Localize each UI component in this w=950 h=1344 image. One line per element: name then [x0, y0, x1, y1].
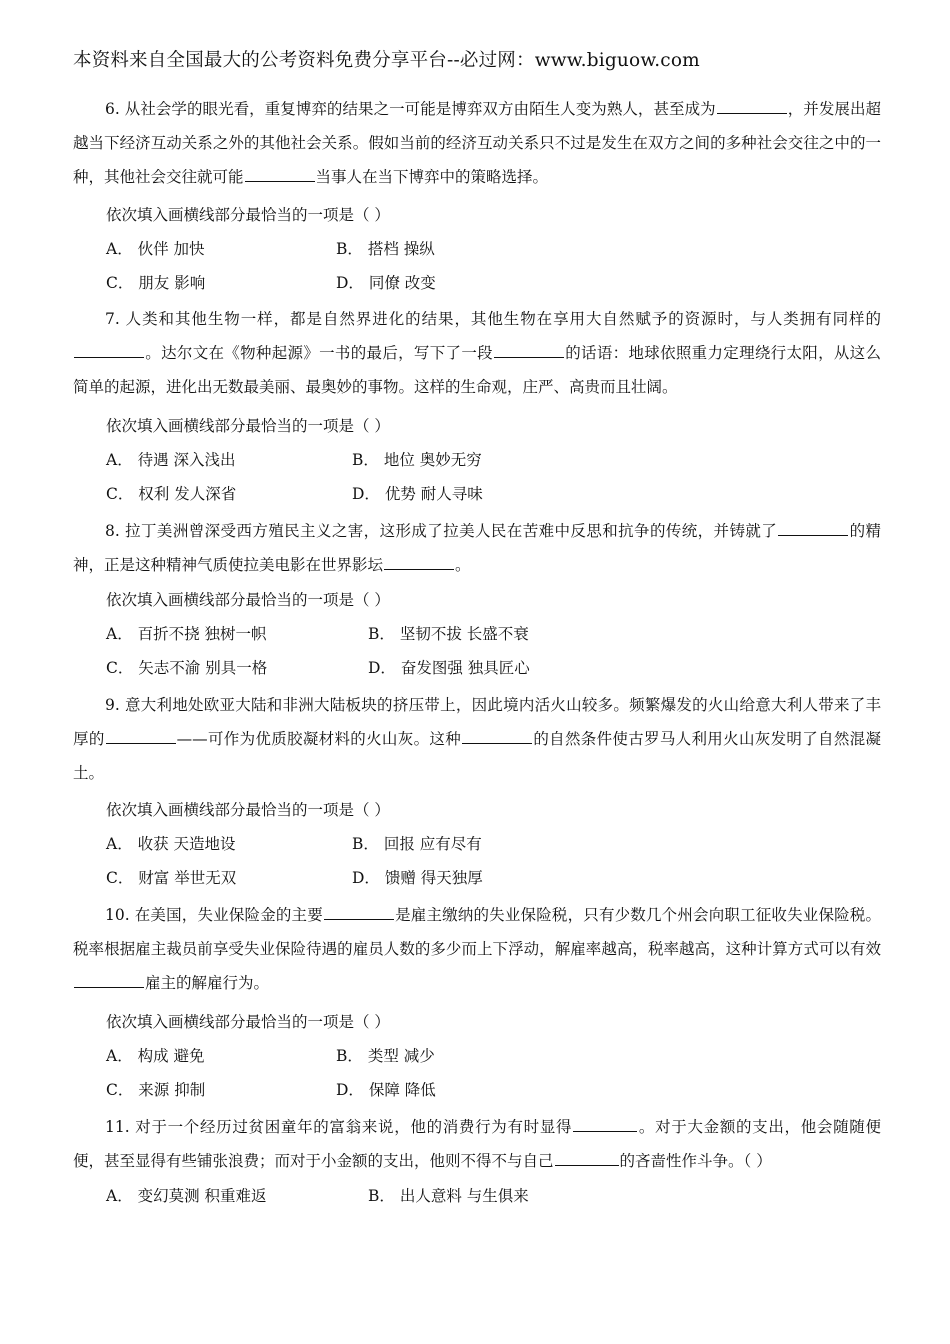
fill-blank	[324, 905, 394, 920]
fill-blank	[74, 343, 144, 358]
q8-option-d: D． 奋发图强 独具匠心	[368, 659, 530, 677]
q11-option-b: B． 出人意料 与生俱来	[368, 1187, 529, 1205]
question-9-prompt: 依次填入画横线部分最恰当的一项是（ ）	[106, 801, 390, 819]
q10-option-c: C． 来源 抑制	[106, 1081, 206, 1099]
question-11-text: 11. 对于一个经历过贫困童年的富翁来说，他的消费行为有时显得 。对于大金额的支出，他会随随便便，甚至显得有些铺张浪费；而对于小金额的支出，他则不得不与自己 的吝啬性作斗争。（ ）	[73, 1118, 881, 1170]
question-8-text: 8. 拉丁美洲曾深受西方殖民主义之害，这形成了拉美人民在苦难中反思和抗争的传统，并铸就了 的精神，正是这种精神气质使拉美电影在世界影坛 。	[73, 522, 881, 574]
q10-option-a: A． 构成 避免	[106, 1047, 205, 1065]
q6-option-a: A． 伙伴 加快	[106, 240, 205, 258]
fill-blank	[778, 521, 848, 536]
fill-blank	[555, 1151, 619, 1166]
q8-option-b: B． 坚韧不拔 长盛不衰	[368, 625, 529, 643]
fill-blank	[494, 343, 564, 358]
question-7-text: 7. 人类和其他生物一样，都是自然界进化的结果，其他生物在享用大自然赋予的资源时，与人类拥有同样的。达尔文在《物种起源》一书的最后，写下了一段 的话语：地球依照重力定理绕行太阳，从这么简单的起源，进化出无数最美丽、最奥妙的事物。这样的生命观，庄严、高贵而且壮阔。	[73, 310, 881, 396]
q6-option-b: B． 搭档 操纵	[336, 240, 435, 258]
fill-blank	[384, 555, 454, 570]
q7-option-c: C． 权利 发人深省	[106, 485, 237, 503]
q8-option-c: C． 矢志不渝 别具一格	[106, 659, 268, 677]
fill-blank	[717, 99, 787, 114]
q9-option-c: C． 财富 举世无双	[106, 869, 237, 887]
question-7-prompt: 依次填入画横线部分最恰当的一项是（ ）	[106, 417, 390, 435]
q10-option-d: D． 保障 降低	[336, 1081, 436, 1099]
q6-option-c: C． 朋友 影响	[106, 274, 206, 292]
q7-option-b: B． 地位 奥妙无穷	[352, 451, 482, 469]
q11-option-a: A． 变幻莫测 积重难返	[106, 1187, 267, 1205]
q7-option-d: D． 优势 耐人寻味	[352, 485, 483, 503]
question-9-text: 9. 意大利地处欧亚大陆和非洲大陆板块的挤压带上，因此境内活火山较多。频繁爆发的火山给意大利人带来了丰厚的 ——可作为优质胶凝材料的火山灰。这种 的自然条件使古罗马人利用火山灰发明了自然混凝土。	[73, 696, 881, 782]
q7-option-a: A． 待遇 深入浅出	[106, 451, 236, 469]
fill-blank	[74, 973, 144, 988]
fill-blank	[106, 729, 176, 744]
q10-option-b: B． 类型 减少	[336, 1047, 435, 1065]
fill-blank	[245, 167, 315, 182]
fill-blank	[462, 729, 532, 744]
q8-option-a: A． 百折不挠 独树一帜	[106, 625, 267, 643]
question-6-text: 6. 从社会学的眼光看，重复博弈的结果之一可能是博弈双方由陌生人变为熟人，甚至成为 ，并发展出超越当下经济互动关系之外的其他社会关系。假如当前的经济互动关系只不过是发生在双方之间的多种社会交往之中的一种，其他社会交往就可能 当事人在当下博弈中的策略选择。	[73, 100, 881, 186]
q6-option-d: D． 同僚 改变	[336, 274, 436, 292]
question-6-prompt: 依次填入画横线部分最恰当的一项是（ ）	[106, 206, 390, 224]
question-10-text: 10. 在美国，失业保险金的主要 是雇主缴纳的失业保险税，只有少数几个州会向职工征收失业保险税。税率根据雇主裁员前享受失业保险待遇的雇员人数的多少而上下浮动，解雇率越高，税率越高，这种计算方式可以有效雇主的解雇行为。	[73, 906, 881, 992]
q9-option-a: A． 收获 天造地设	[106, 835, 236, 853]
question-10-prompt: 依次填入画横线部分最恰当的一项是（ ）	[106, 1013, 390, 1031]
q9-option-d: D． 馈赠 得天独厚	[352, 869, 483, 887]
q9-option-b: B． 回报 应有尽有	[352, 835, 482, 853]
fill-blank	[573, 1117, 637, 1132]
question-8-prompt: 依次填入画横线部分最恰当的一项是（ ）	[106, 591, 390, 609]
page-header: 本资料来自全国最大的公考资料免费分享平台--必过网：www.biguow.com	[73, 50, 700, 71]
